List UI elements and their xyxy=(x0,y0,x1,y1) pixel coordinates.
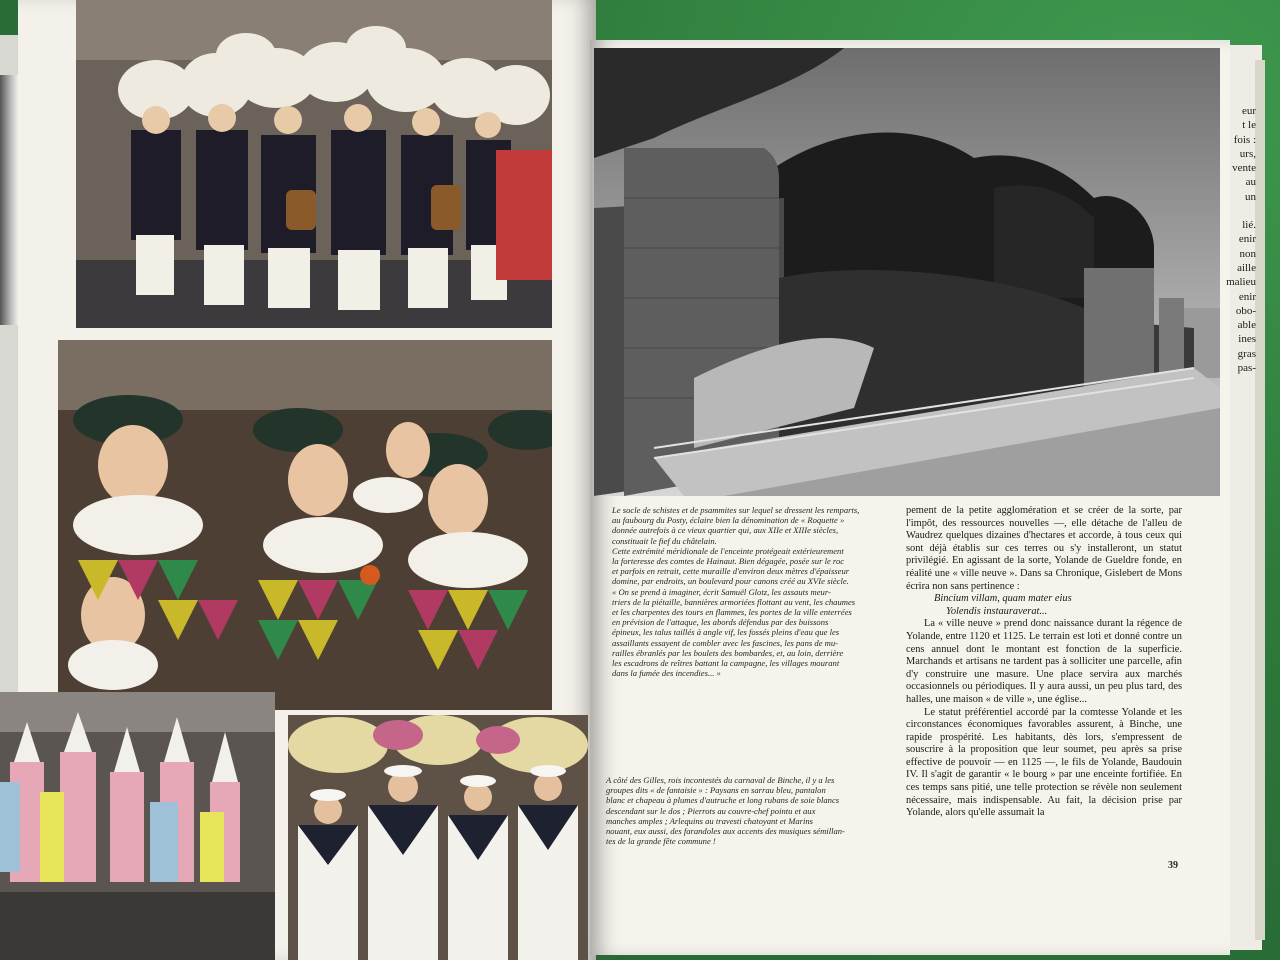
previous-page-photo xyxy=(0,75,18,325)
caption-line: assaillants essayent de combler avec les fascines, les pans de mu- xyxy=(612,637,839,648)
caption-line: blanc et chapeau à plumes d'autruche et long rubans de soie blancs xyxy=(606,795,840,806)
fragment-line: eur xyxy=(1241,105,1256,117)
body-paragraph: Le statut préférentiel accordé par la comtesse Yolande et les circonstances économiques favorables assurent, à Binche, une rapide prospérité. Les habitants, dès lors, s'empressent de souscrire à la proposition que leur soumet, peu après sa prise effective de pouvoir — en 1125 —, le fils de Yolande, Baudouin IV. Il s'agit de garantir « le bourg » par une enceinte fortifiée. En ces temps sans pitié, une telle protection se révèle non seulement nécessaire, mais indispensable. Au fait, la décision prise par Yolande, alors qu'elle assumait la xyxy=(906,706,1182,819)
caption-ramparts xyxy=(612,505,884,678)
caption-line: groupes dits « de fantaisie » : Paysans en sarrau bleu, pantalon xyxy=(606,785,826,796)
fragment-line: non xyxy=(1239,247,1256,260)
fragment-gap xyxy=(1224,204,1256,218)
fragment-line: fois : xyxy=(1233,133,1256,146)
caption-line: tes de la grande fête commune ! xyxy=(606,836,716,847)
fragment-line: gras xyxy=(1237,347,1256,360)
caption-line: en prévision de l'attaque, les abords défendus par des buissons xyxy=(612,617,829,628)
latin-quote-line: Bincium villam, quam mater eius xyxy=(934,593,1072,605)
caption-line: descendant sur le dos ; Pierrots au couvre-chef pointu et aux xyxy=(606,805,816,816)
page-number: 39 xyxy=(1168,860,1178,871)
fragment-line: pas- xyxy=(1237,362,1256,375)
body-text-column xyxy=(906,505,1182,820)
caption-line: et parfois en retrait, cette muraille d'environ deux mètres d'épaisseur xyxy=(612,566,850,577)
caption-line: nouant, eux aussi, des farandoles aux accents des musiques sémillan- xyxy=(606,826,845,837)
caption-line: domine, par endroits, un boulevard pour canons créé au XVIe siècle. xyxy=(612,576,849,587)
photo-harlequin-children xyxy=(58,340,552,710)
caption-line: épineux, les talus taillés à angle vif, les fossés pleins d'eau que les xyxy=(612,627,840,638)
caption-carnival xyxy=(606,775,878,846)
fragment-line: malieu xyxy=(1226,276,1256,289)
caption-line: « On se prend à imaginer, écrit Samuël Glotz, les assauts meur- xyxy=(612,586,831,597)
fragment-line: un xyxy=(1245,190,1256,203)
caption-line: au faubourg du Posty, éclaire bien la dénomination de « Roquette » xyxy=(612,515,845,526)
fragment-line: enir xyxy=(1238,290,1256,303)
caption-line: Cette extrémité méridionale de l'enceinte protégeait extérieurement xyxy=(612,545,844,556)
fragment-line: lié. xyxy=(1242,219,1256,232)
fragment-line: vente xyxy=(1232,162,1256,175)
caption-line: railles ébranlés par les boulets des bombardes, et, au loin, derrière xyxy=(612,647,844,658)
fragment-line: ines xyxy=(1238,333,1256,346)
body-paragraph: pement de la petite agglomération et se créer de la sorte, par l'impôt, des ressources nouvelles —, elle détache de l'alleu de Waudrez quelques dizaines d'hectares et accorde, à tous ceux qui sont déjà établis sur ces terres ou s'y installeront, un statut privilégié. En agissant de la sorte, Yolande de Gueldre fonde, en réalité une « ville neuve ». Dans sa Chronique, Gislebert de Mons écrira non sans pertinence : xyxy=(906,505,1182,592)
caption-line: triers de la piétaille, bannières armoriées flottant au vent, les chaumes xyxy=(612,596,856,607)
fragment-line: aille xyxy=(1237,261,1256,274)
caption-line: Le socle de schistes et de psammites sur lequel se dressent les remparts, xyxy=(612,505,860,515)
fragment-line: t le xyxy=(1242,119,1256,132)
caption-line: et les charpentes des tours en flammes, les portes de la ville enterrées xyxy=(612,607,852,618)
photo-pierrots-crowd xyxy=(0,692,275,960)
caption-line: les escadrons de reîtres battant la campagne, les villages mourant xyxy=(612,658,840,669)
caption-line: la forteresse des comtes de Hainaut. Bien dégagée, posée sur le roc xyxy=(612,556,845,567)
caption-line: dans la fumée des incendies... » xyxy=(612,668,721,679)
latin-quote-line: Yolendis instauraverat... xyxy=(946,605,1048,617)
photo-ramparts xyxy=(594,48,1220,496)
fragment-line: au xyxy=(1245,176,1256,189)
fragment-line: able xyxy=(1237,319,1256,332)
body-paragraph: La « ville neuve » prend donc naissance durant la régence de Yolande, entre 1120 et 1125. Le terrain est loti et donné contre un cens annuel dont le montant est fonction de la superficie. Marchands et artisans ne tardent pas à solliciter une parcelle, afin d'y construire une masure. Une place servira aux marchés occasionnels ou périodiques. Il y aura aussi, un peu plus tard, des halles, une maison « de ville », une église... xyxy=(906,618,1182,705)
next-page-text-fragments xyxy=(1224,104,1256,375)
caption-line: donnée autrefois à ce vieux quartier qui, aux XIIe et XIIIe siècles, xyxy=(612,525,839,536)
photo-gilles-parade xyxy=(76,0,552,328)
fragment-line: enir xyxy=(1238,233,1256,246)
photo-sailors-group xyxy=(288,715,588,960)
caption-line: manches amples ; Arlequins au travesti chatoyant et Marins xyxy=(606,815,814,826)
stacked-pages-edge xyxy=(1255,60,1265,940)
caption-line: constituait le fief du châtelain. xyxy=(612,535,717,546)
fragment-line: obo- xyxy=(1235,304,1256,317)
fragment-line: urs, xyxy=(1239,147,1256,160)
caption-line: A côté des Gilles, rois incontestés du carnaval de Binche, il y a les xyxy=(606,775,835,785)
